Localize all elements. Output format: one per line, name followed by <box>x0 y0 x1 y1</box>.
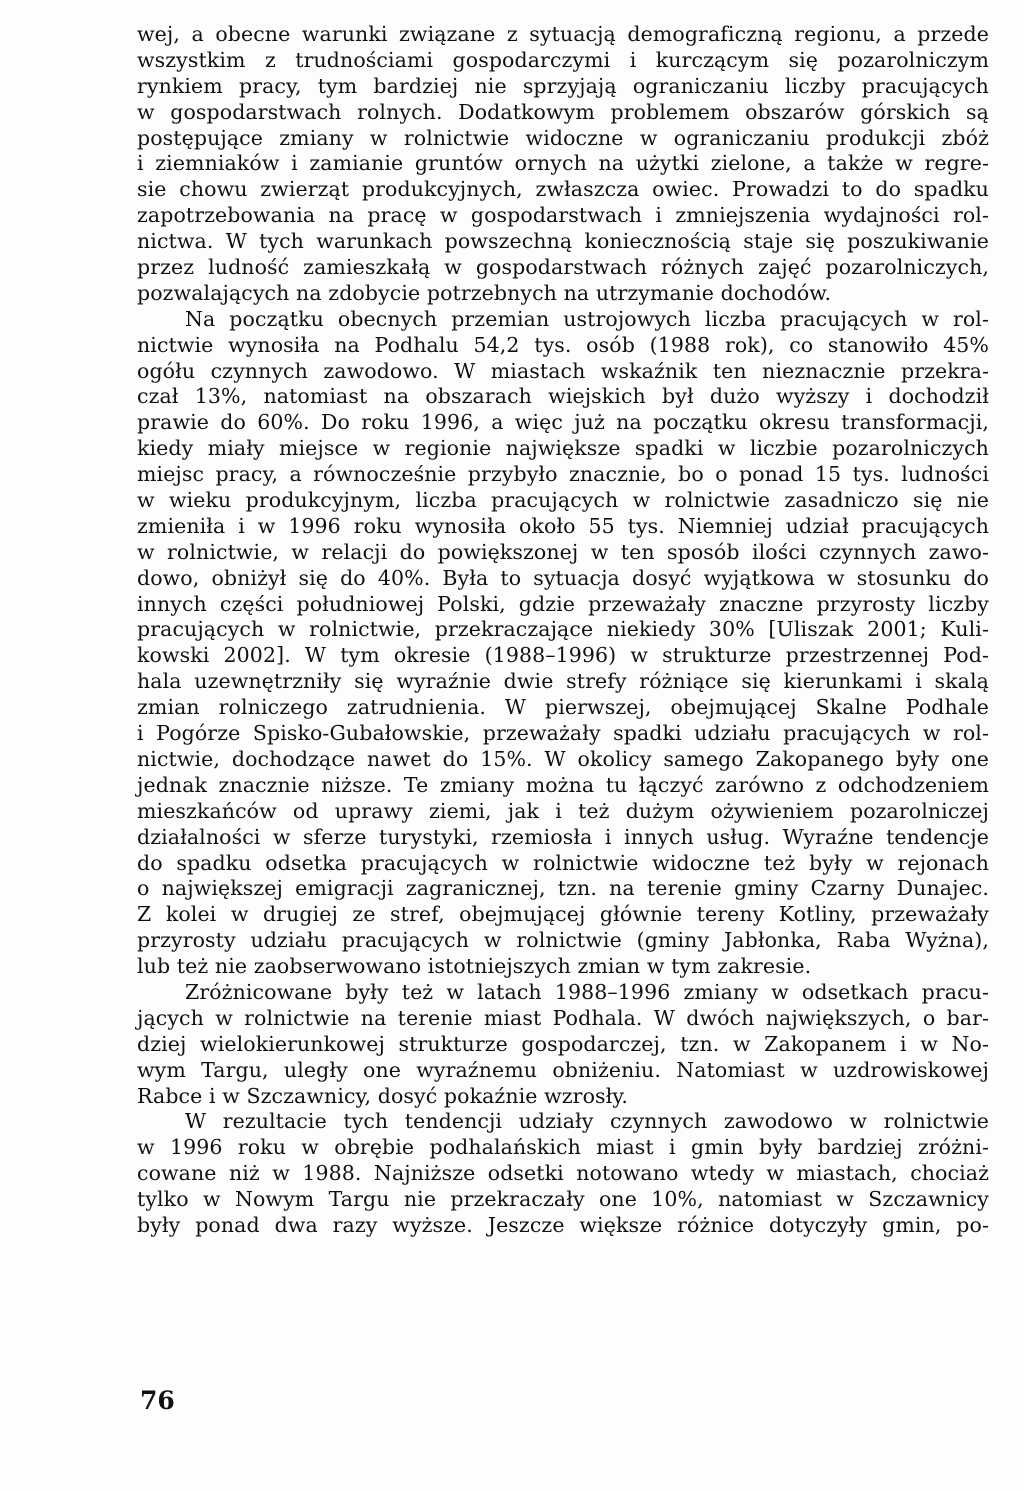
text-line: do spadku odsetka pracujących w rolnictwie widoczne też były w rejonach <box>137 850 989 875</box>
text-line: pracujących w rolnictwie, przekraczające niekiedy 30% [Uliszak 2001; Kuli- <box>137 617 989 642</box>
text-line: działalności w sferze turystyki, rzemiosła i innych usług. Wyraźne tendencje <box>137 824 989 849</box>
text-line: dowo, obniżył się do 40%. Była to sytuacja dosyć wyjątkowa w stosunku do <box>137 565 989 590</box>
text-line: rynkiem pracy, tym bardziej nie sprzyjają ograniczaniu liczby pracujących <box>137 73 989 98</box>
text-line: w wieku produkcyjnym, liczba pracujących w rolnictwie zasadniczo się nie <box>137 488 989 513</box>
text-line: i Pogórze Spisko-Gubałowskie, przeważały spadki udziału pracujących w rol- <box>137 721 989 746</box>
text-line: i ziemniaków i zamianie gruntów ornych na użytki zielone, a także w regre- <box>137 151 989 176</box>
text-line: sie chowu zwierząt produkcyjnych, zwłaszcza owiec. Prowadzi to do spadku <box>137 177 989 202</box>
text-line: jednak znacznie niższe. Te zmiany można tu łączyć zarówno z odchodzeniem <box>137 772 989 797</box>
text-line: wszystkim z trudnościami gospodarczymi i kurczącym się pozarolniczym <box>137 47 989 72</box>
text-line: Z kolei w drugiej ze stref, obejmującej głównie tereny Kotliny, przeważały <box>137 902 989 927</box>
text-line: wej, a obecne warunki związane z sytuacją demograficzną regionu, a przede <box>137 22 989 46</box>
text-line: czał 13%, natomiast na obszarach wiejskich był dużo wyższy i dochodził <box>137 384 989 409</box>
text-line: pozwalających na zdobycie potrzebnych na utrzymanie dochodów. <box>137 280 832 305</box>
text-line: postępujące zmiany w rolnictwie widoczne w ograniczaniu produkcji zbóż <box>137 125 989 150</box>
text-line: zapotrzebowania na pracę w gospodarstwach i zmniejszenia wydajności rol- <box>137 203 989 228</box>
text-line: w 1996 roku w obrębie podhalańskich miast i gmin były bardziej zróżni- <box>137 1135 989 1160</box>
text-line: nictwie wynosiła na Podhalu 54,2 tys. osób (1988 rok), co stanowiło 45% <box>137 332 989 357</box>
text-line: Na początku obecnych przemian ustrojowych liczba pracujących w rol- <box>185 306 989 331</box>
text-line: kiedy miały miejsce w regionie największe spadki w liczbie pozarolniczych <box>137 436 989 461</box>
text-line: ogółu czynnych zawodowo. W miastach wskaźnik ten nieznacznie przekra- <box>137 358 989 383</box>
text-line: nictwie, dochodzące nawet do 15%. W okolicy samego Zakopanego były one <box>137 746 989 771</box>
text-line: dziej wielokierunkowej strukturze gospodarczej, tzn. w Zakopanem i w No- <box>137 1031 989 1056</box>
text-line: nictwa. W tych warunkach powszechną koniecznością staje się poszukiwanie <box>137 229 989 254</box>
page-number: 76 <box>140 1386 175 1415</box>
text-line: tylko w Nowym Targu nie przekraczały one 10%, natomiast w Szczawnicy <box>137 1187 989 1212</box>
text-line: wym Targu, uległy one wyraźnemu obniżeniu. Natomiast w uzdrowiskowej <box>137 1057 989 1082</box>
text-line: innych części południowej Polski, gdzie przeważały znaczne przyrosty liczby <box>137 591 989 616</box>
text-line: prawie do 60%. Do roku 1996, a więc już na początku okresu transformacji, <box>137 410 989 435</box>
text-line: mieszkańców od uprawy ziemi, jak i też dużym ożywieniem pozarolniczej <box>137 798 989 823</box>
text-line: przez ludność zamieszkałą w gospodarstwach różnych zajęć pozarolniczych, <box>137 255 989 280</box>
text-line: miejsc pracy, a równocześnie przybyło znacznie, bo o ponad 15 tys. ludności <box>137 462 989 487</box>
text-line: zmieniła i w 1996 roku wynosiła około 55 tys. Niemniej udział pracujących <box>137 513 989 538</box>
text-line: cowane niż w 1988. Najniższe odsetki notowano wtedy w miastach, chociaż <box>137 1161 989 1186</box>
text-line: jących w rolnictwie na terenie miast Podhala. W dwóch największych, o bar- <box>137 1005 989 1030</box>
body-text <box>137 22 989 1239</box>
text-line: były ponad dwa razy wyższe. Jeszcze większe różnice dotyczyły gmin, po- <box>137 1212 989 1237</box>
text-line: W rezultacie tych tendencji udziały czynnych zawodowo w rolnictwie <box>185 1109 989 1134</box>
text-line: Rabce i w Szczawnicy, dosyć pokaźnie wzrosły. <box>137 1083 628 1108</box>
text-line: hala uzewnętrzniły się wyraźnie dwie strefy różniące się kierunkami i skalą <box>137 669 989 694</box>
text-line: kowski 2002]. W tym okresie (1988–1996) w strukturze przestrzennej Pod- <box>137 643 989 668</box>
text-line: o największej emigracji zagranicznej, tzn. na terenie gminy Czarny Dunajec. <box>137 876 989 901</box>
text-line: Zróżnicowane były też w latach 1988–1996 zmiany w odsetkach pracu- <box>185 979 989 1004</box>
text-line: w gospodarstwach rolnych. Dodatkowym problemem obszarów górskich są <box>137 99 989 124</box>
text-line: w rolnictwie, w relacji do powiększonej w ten sposób ilości czynnych zawo- <box>137 539 989 564</box>
text-line: przyrosty udziału pracujących w rolnictwie (gminy Jabłonka, Raba Wyżna), <box>137 928 989 953</box>
text-line: lub też nie zaobserwowano istotniejszych zmian w tym zakresie. <box>137 954 812 979</box>
text-line: zmian rolniczego zatrudnienia. W pierwszej, obejmującej Skalne Podhale <box>137 695 989 720</box>
